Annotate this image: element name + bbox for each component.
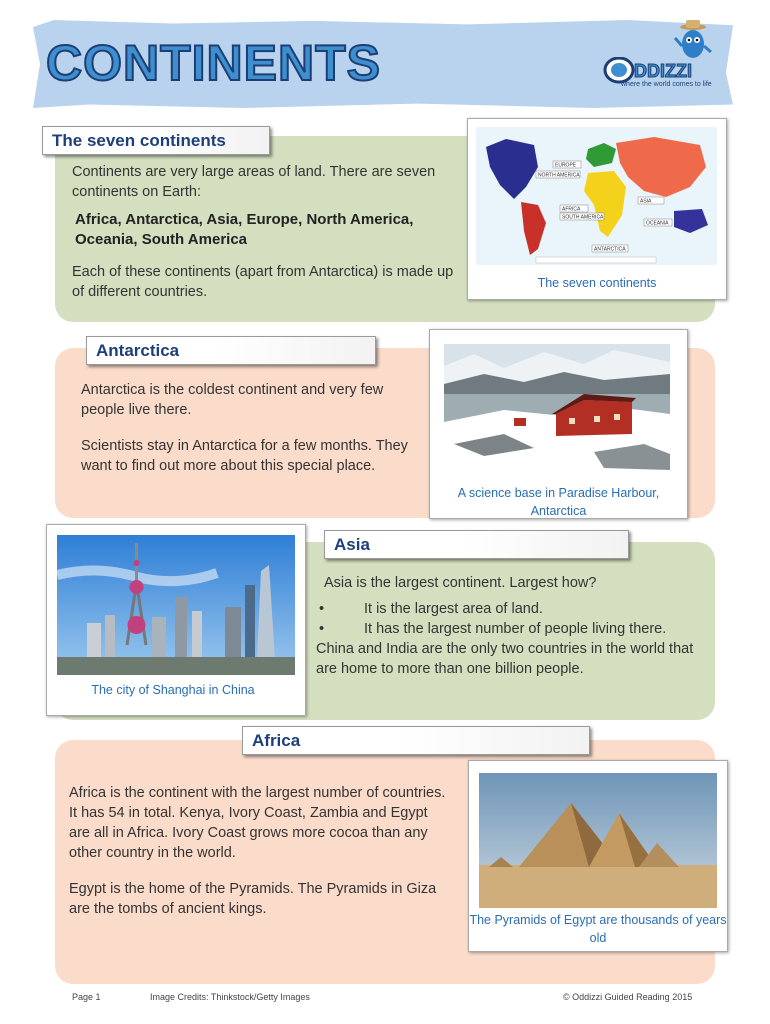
image-credits: Image Credits: Thinkstock/Getty Images xyxy=(150,992,310,1002)
seven-para1: Continents are very large areas of land. There are seven continents on Earth: xyxy=(72,164,436,200)
map-label-south-america: SOUTH AMERICA xyxy=(562,214,604,221)
oddizzi-mascot-icon xyxy=(673,18,713,62)
pyramids-photo xyxy=(479,773,717,908)
antarctica-caption: A science base in Paradise Harbour, Antarctica xyxy=(457,486,660,518)
svg-text:DDIZZI: DDIZZI xyxy=(634,61,692,81)
map-label-africa: AFRICA xyxy=(562,206,581,213)
map-label-north-america: NORTH AMERICA xyxy=(538,172,580,179)
asia-para2: China and India are the only two countries in the world that are home to more than one billion people. xyxy=(316,641,694,677)
world-map-caption: The seven continents xyxy=(537,276,657,290)
page-title: CONTINENTS xyxy=(46,35,381,91)
shanghai-photo xyxy=(57,535,295,675)
antarctica-text xyxy=(81,380,411,476)
africa-text xyxy=(69,783,449,919)
pyramids-photo-card xyxy=(468,760,728,952)
africa-para2: Egypt is the home of the Pyramids. The Pyramids in Giza are the tombs of ancient kings. xyxy=(69,881,437,917)
antarctica-para2: Scientists stay in Antarctica for a few months. They want to find out more about this special place. xyxy=(81,438,408,474)
antarctica-photo-card xyxy=(429,329,688,519)
asia-text xyxy=(316,573,696,679)
asia-bullet-2: • It has the largest number of people living there. xyxy=(319,621,667,637)
antarctica-photo xyxy=(444,344,670,479)
logo-tagline: where the world comes to life xyxy=(621,81,712,88)
copyright: © Oddizzi Guided Reading 2015 xyxy=(563,992,693,1002)
seven-continents-heading: The seven continents xyxy=(42,126,270,155)
pyramids-caption: The Pyramids of Egypt are thousands of years old xyxy=(469,913,727,945)
shanghai-photo-card xyxy=(46,524,306,716)
world-map-card xyxy=(467,118,727,300)
asia-bullet-1: • It is the largest area of land. xyxy=(319,601,543,617)
africa-heading: Africa xyxy=(242,726,590,755)
map-label-asia: ASIA xyxy=(640,198,652,205)
shanghai-caption: The city of Shanghai in China xyxy=(91,683,255,697)
seven-para2: Each of these continents (apart from Antarctica) is made up of different countries. xyxy=(72,264,454,300)
asia-heading: Asia xyxy=(324,530,629,559)
antarctica-heading: Antarctica xyxy=(86,336,376,365)
continent-list: Africa, Antarctica, Asia, Europe, North America, Oceania, South America xyxy=(75,211,414,248)
world-map-image xyxy=(476,127,717,265)
asia-intro: Asia is the largest continent. Largest how? xyxy=(324,575,597,591)
oddizzi-logo xyxy=(603,57,715,87)
africa-para1: Africa is the continent with the largest number of countries. It has 54 in total. Kenya, Ivory Coast, Zambia and Egypt are all in Africa. Ivory Coast grows more cocoa than any other country in the world. xyxy=(69,785,446,861)
map-label-oceania: OCEANIA xyxy=(646,220,669,227)
seven-continents-text xyxy=(72,162,457,302)
page-number: Page 1 xyxy=(72,992,101,1002)
map-label-europe: EUROPE xyxy=(555,162,577,169)
map-label-antarctica: ANTARCTICA xyxy=(594,246,626,253)
antarctica-para1: Antarctica is the coldest continent and very few people live there. xyxy=(81,382,384,418)
